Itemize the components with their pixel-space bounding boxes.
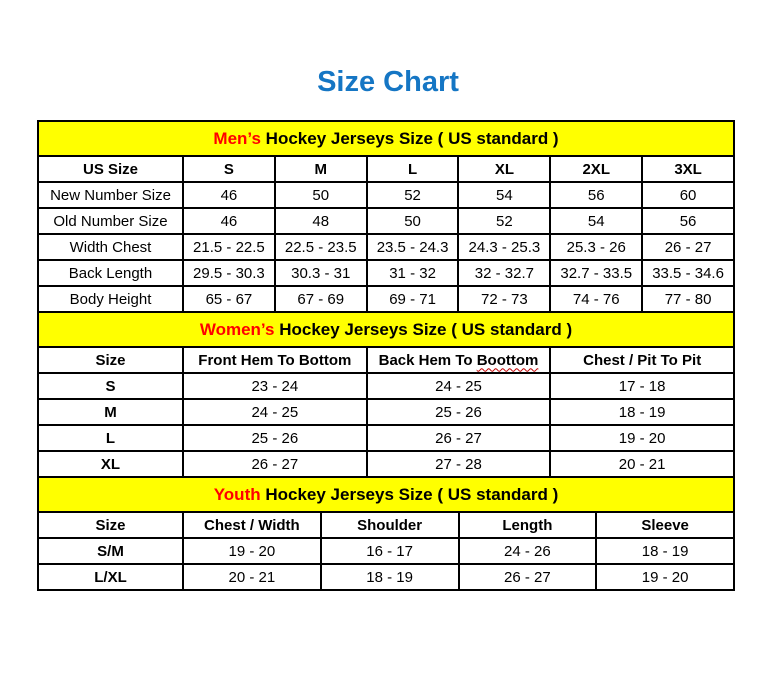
column-header — [367, 347, 551, 373]
page-title: Size Chart — [317, 66, 459, 98]
band-text: Hockey Jerseys Size ( US standard ) — [274, 319, 573, 339]
size-cell: 22.5 - 23.5 — [275, 234, 367, 260]
size-cell: 54 — [550, 208, 642, 234]
size-cell: 17 - 18 — [550, 373, 734, 399]
size-cell: 25.3 - 26 — [550, 234, 642, 260]
size-cell: 52 — [458, 208, 550, 234]
table-row — [38, 234, 734, 260]
column-header: Size — [38, 512, 183, 538]
size-cell: 65 - 67 — [183, 286, 275, 312]
youth-band-row — [38, 477, 734, 512]
size-tables — [37, 120, 735, 591]
size-cell: 46 — [183, 182, 275, 208]
size-cell: 19 - 20 — [183, 538, 321, 564]
size-cell: 27 - 28 — [367, 451, 551, 477]
size-cell: 19 - 20 — [596, 564, 734, 590]
row-label: L/XL — [38, 564, 183, 590]
size-cell: 50 — [275, 182, 367, 208]
size-cell: 25 - 26 — [367, 399, 551, 425]
size-cell: 24 - 25 — [367, 373, 551, 399]
row-label: New Number Size — [38, 182, 183, 208]
size-cell: 72 - 73 — [458, 286, 550, 312]
row-label: Body Height — [38, 286, 183, 312]
mens-header-row — [38, 156, 734, 182]
table-row — [38, 182, 734, 208]
size-cell: 30.3 - 31 — [275, 260, 367, 286]
table-row — [38, 425, 734, 451]
mens-section-band — [38, 121, 734, 156]
table-row — [38, 451, 734, 477]
size-cell: 16 - 17 — [321, 538, 459, 564]
size-cell: 29.5 - 30.3 — [183, 260, 275, 286]
column-header: Chest / Width — [183, 512, 321, 538]
table-row — [38, 208, 734, 234]
size-cell: 60 — [642, 182, 734, 208]
size-cell: 54 — [458, 182, 550, 208]
size-cell: 48 — [275, 208, 367, 234]
size-table-mens — [37, 120, 735, 313]
band-highlight-text: Men’s — [213, 128, 261, 148]
column-header: Front Hem To Bottom — [183, 347, 367, 373]
size-cell: 23.5 - 24.3 — [367, 234, 459, 260]
size-cell: 18 - 19 — [550, 399, 734, 425]
column-header: XL — [458, 156, 550, 182]
size-cell: 24.3 - 25.3 — [458, 234, 550, 260]
size-cell: 67 - 69 — [275, 286, 367, 312]
size-cell: 32.7 - 33.5 — [550, 260, 642, 286]
row-label: M — [38, 399, 183, 425]
row-label: L — [38, 425, 183, 451]
column-header: S — [183, 156, 275, 182]
size-cell: 24 - 26 — [459, 538, 597, 564]
column-header: Chest / Pit To Pit — [550, 347, 734, 373]
band-highlight-text: Women’s — [199, 319, 275, 339]
row-label: S/M — [38, 538, 183, 564]
table-row — [38, 373, 734, 399]
row-label: S — [38, 373, 183, 399]
size-cell: 52 — [367, 182, 459, 208]
table-row — [38, 260, 734, 286]
size-cell: 24 - 25 — [183, 399, 367, 425]
size-cell: 19 - 20 — [550, 425, 734, 451]
column-header: M — [275, 156, 367, 182]
row-label: Back Length — [38, 260, 183, 286]
band-text: Hockey Jerseys Size ( US standard ) — [260, 484, 559, 504]
column-header: Shoulder — [321, 512, 459, 538]
size-cell: 50 — [367, 208, 459, 234]
mens-band-row — [38, 121, 734, 156]
column-header: 2XL — [550, 156, 642, 182]
row-label: Width Chest — [38, 234, 183, 260]
youth-section-band — [38, 477, 734, 512]
size-cell: 56 — [642, 208, 734, 234]
size-cell: 26 - 27 — [459, 564, 597, 590]
size-cell: 33.5 - 34.6 — [642, 260, 734, 286]
size-cell: 74 - 76 — [550, 286, 642, 312]
size-cell: 26 - 27 — [183, 451, 367, 477]
table-row — [38, 538, 734, 564]
column-header-prefix: Back Hem To — [378, 351, 477, 369]
table-row — [38, 399, 734, 425]
youth-header-row — [38, 512, 734, 538]
band-highlight-text: Youth — [213, 484, 261, 504]
size-cell: 46 — [183, 208, 275, 234]
size-cell: 69 - 71 — [367, 286, 459, 312]
column-header: 3XL — [642, 156, 734, 182]
row-label: XL — [38, 451, 183, 477]
table-row — [38, 286, 734, 312]
column-header: Sleeve — [596, 512, 734, 538]
misspelled-word: Boottom — [476, 351, 539, 369]
row-label: Old Number Size — [38, 208, 183, 234]
size-cell: 32 - 32.7 — [458, 260, 550, 286]
womens-header-row — [38, 347, 734, 373]
size-cell: 26 - 27 — [367, 425, 551, 451]
band-text: Hockey Jerseys Size ( US standard ) — [260, 128, 559, 148]
size-cell: 21.5 - 22.5 — [183, 234, 275, 260]
size-cell: 18 - 19 — [596, 538, 734, 564]
size-cell: 20 - 21 — [183, 564, 321, 590]
column-header: Length — [459, 512, 597, 538]
womens-section-band — [38, 312, 734, 347]
column-header: US Size — [38, 156, 183, 182]
size-cell: 23 - 24 — [183, 373, 367, 399]
size-table-womens — [37, 311, 735, 478]
column-header: Size — [38, 347, 183, 373]
size-cell: 31 - 32 — [367, 260, 459, 286]
size-cell: 20 - 21 — [550, 451, 734, 477]
size-table-youth — [37, 476, 735, 591]
womens-band-row — [38, 312, 734, 347]
size-cell: 77 - 80 — [642, 286, 734, 312]
size-cell: 56 — [550, 182, 642, 208]
size-cell: 18 - 19 — [321, 564, 459, 590]
column-header: L — [367, 156, 459, 182]
size-cell: 25 - 26 — [183, 425, 367, 451]
table-row — [38, 564, 734, 590]
size-cell: 26 - 27 — [642, 234, 734, 260]
